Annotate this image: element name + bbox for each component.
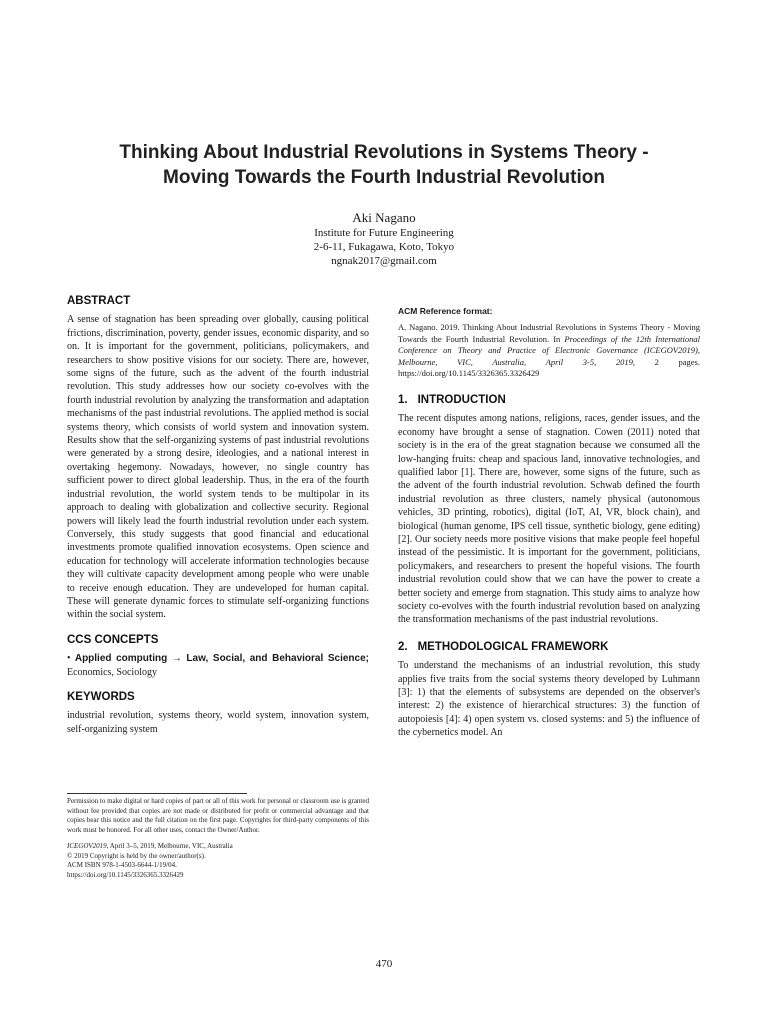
keywords-heading: KEYWORDS	[67, 690, 135, 703]
page-number: 470	[375, 958, 393, 970]
footnote-divider	[67, 793, 247, 794]
right-column	[398, 305, 700, 752]
introduction-text: The recent disputes among nations, religions, races, gender issues, and the economy have brought a sense of stagnation. Cowen (2011) noted that society is in the era of the great stagnation because we consumed all the low-hanging fruits: cheap and spacious land, innovative technologies, and qualified labor [1]. There are, however, some signs of the future, such as the advent of the fourth industrial revolution. Schwab defined the fourth industrial revolution as three clusters, namely physical (autonomous vehicles, 3D printing, robotics), digital (IoT, AI, VR, block chain), and biological (human genome, IPS cell tissue, synthetic biology, gene editing) [2]. Our society needs more positive visions that make people feel hopeful instead of the pessimistic. It is important for the government, politicians, policymakers, and researchers to present the hopeful visions. The fourth industrial revolution could show that we can have the power to create a better society and emerge from stagnation. This study aims to analyze how society co-evolves with the fourth industrial revolution based on analyzing the transformation mechanisms of the past industrial revolutions.	[398, 413, 700, 626]
ccs-bullet: •	[67, 653, 71, 665]
reference-format-text: A. Nagano. 2019. Thinking About Industrial Revolutions in Systems Theory - Moving Towards the Fourth Industrial Revolution. In Proceedings of the 12th International Conference on Theory and Practice of Electronic Governance (ICEGOV2019), Melbourne, VIC, Australia, April 3-5, 2019, 2 pages. https://doi.org/10.1145/3326365.3326429	[398, 322, 700, 379]
reference-format	[398, 305, 700, 380]
keywords-section	[67, 691, 369, 736]
author-block	[184, 209, 584, 268]
permission-notice: Permission to make digital or hard copies of part or all of this work for personal or classroom use is granted without fee provided that copies are not made or distributed for profit or commercial advantage and that copies bear this notice and the full citation on the first page. Copyrights for third-party components of this work must be honored. For all other uses, contact the Owner/Author.	[67, 797, 369, 835]
title-line-2: Moving Towards the Fourth Industrial Revolution	[163, 167, 605, 188]
copyright-line: © 2019 Copyright is held by the owner/author(s).	[67, 851, 206, 860]
author-address: 2-6-11, Fukagawa, Koto, Tokyo	[313, 241, 455, 253]
methodology-section	[398, 641, 700, 740]
author-name: Aki Nagano	[352, 210, 416, 225]
abstract-text: A sense of stagnation has been spreading over globally, causing political frictions, discrimination, poverty, gender issues, economic disparity, and so on. It is important for the government, politicians, policymakers, and researchers to show positive visions for our society. There are, however, some signs of the future, such as the advent of the fourth industrial revolution. This study addresses how our society co-evolves with the fourth industrial revolution by analyzing the transformation and adaptation mechanisms of the past industrial revolutions. The applied method is social systems theory, which consists of world system and innovation system. Results show that the self-organizing systems of past industrial revolutions were generated by a strong desire, ideologies, and a national interest in overtaking hegemony. Nowadays, however, no single country has sufficient power to direct global leadership. Thus, in the era of the fourth industrial revolution, the world system tends to be multipolar in its approach to dealing with globalization and collective security. Regional powers will likely lead the fourth industrial revolution under each system. Conversely, this study suggests that good financial and educational investments promote qualified innovation ecosystems. Open science and education for technology will accelerate information technologies because they will cultivate capacity development among people who were unable to receive enough education. They are undeveloped for human capital. These will generate dynamic forces to stimulate self-organizing functions within the social system.	[67, 314, 369, 621]
isbn-line: ACM ISBN 978-1-4503-6644-1/19/04.	[67, 861, 177, 870]
methodology-text: To understand the mechanisms of an industrial revolution, this study applies five traits from the social systems theory developed by Luhmann [3]: 1) that the elements of subsystems are depended on the observer's interest: 2) the existence of hierarchical structures: 3) the function of autopoiesis [4]: 4) open system vs. closed systems: and 5) the influence of the cybernetics model. An	[398, 660, 700, 739]
introduction-section	[398, 394, 700, 627]
ccs-subconcepts: Economics, Sociology	[67, 666, 157, 678]
keywords-text: industrial revolution, systems theory, world system, innovation system, self-organizing system	[67, 710, 369, 735]
paper-title	[60, 140, 708, 190]
ccs-heading: CCS CONCEPTS	[67, 633, 159, 646]
introduction-heading: 1. INTRODUCTION	[398, 393, 506, 406]
methodology-heading: 2. METHODOLOGICAL FRAMEWORK	[398, 640, 609, 653]
ccs-concept: Applied computing → Law, Social, and Behavioral Science;	[74, 653, 369, 665]
abstract-heading: ABSTRACT	[67, 295, 131, 307]
ccs-text	[67, 652, 369, 679]
abstract-section	[67, 295, 369, 622]
footnote	[67, 797, 369, 881]
author-affiliation: Institute for Future Engineering	[314, 227, 454, 239]
title-line-1: Thinking About Industrial Revolutions in Systems Theory -	[119, 142, 649, 163]
left-column	[67, 295, 369, 748]
reference-format-heading: ACM Reference format:	[398, 306, 493, 316]
ccs-section	[67, 634, 369, 679]
venue-line: ICEGOV2019, April 3–5, 2019, Melbourne, VIC, Australia	[67, 841, 233, 850]
author-email: ngnak2017@gmail.com	[331, 255, 437, 267]
doi-link[interactable]: https://doi.org/10.1145/3326365.3326429	[67, 870, 184, 879]
